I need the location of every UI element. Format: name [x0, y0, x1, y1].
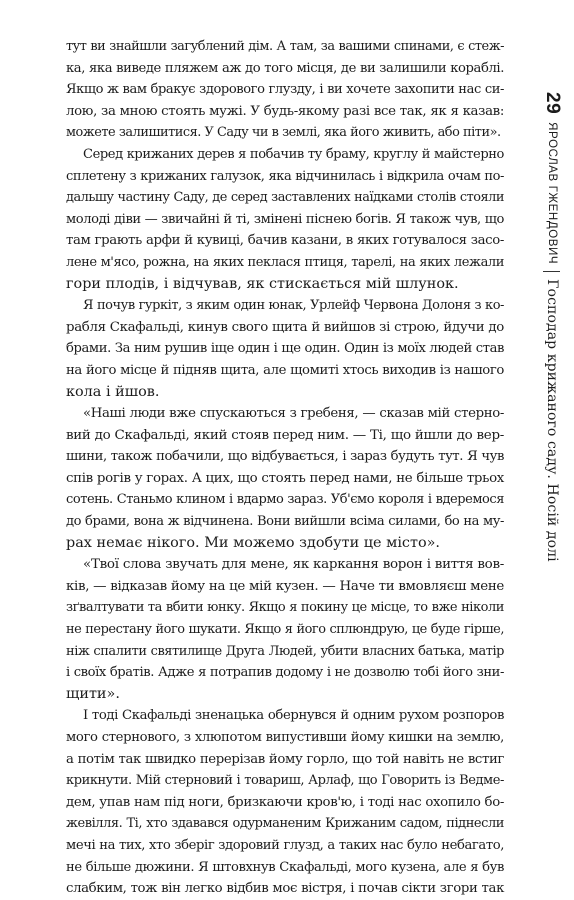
page-number: 29	[542, 92, 563, 115]
text-line: дальшу частину Саду, де серед заставлених наїдками столів стояли	[66, 190, 504, 206]
text-line: жевілля. Ті, хто здавався одурманеним Крижаним садом, піднесли	[66, 816, 504, 832]
text-line: мого стернового, з хлюпотом випустивши йому кишки на землю,	[66, 730, 504, 745]
text-line: брами. За ним рушив іще один і ще один. Один із моїх людей став	[66, 341, 504, 357]
text-line: тут ви знайшли загублений дім. А там, за вашими спинами, є стеж-	[66, 39, 504, 54]
text-line: гори плодів, і відчував, як стискається мій шлунок.	[66, 275, 459, 292]
text-line: а потім так швидко перерізав йому горло, що той навіть не встиг	[66, 751, 504, 767]
text-line: мечі на тих, хто зберіг здоровий глузд, а таких нас було небагато,	[66, 837, 504, 853]
text-line: лене м'ясо, рожна, на яких пеклася птиця, тарелі, на яких лежали	[66, 254, 504, 270]
text-line: І тоді Скафальді зненацька обернувся й одним рухом розпоров	[83, 708, 504, 724]
text-line: можете залишитися. У Саду чи в землі, яка його живить, або піти».	[66, 125, 501, 141]
text-line: лою, за мною стоять мужі. У будь-якому разі все так, як я казав:	[66, 103, 504, 119]
running-header	[540, 92, 564, 752]
text-line: дем, упав нам під ноги, бризкаючи кров'ю, і тоді нас охопило бо-	[66, 794, 504, 810]
text-line: там грають арфи й кувиці, бачив казани, в яких готувалося засо-	[66, 233, 504, 249]
text-line: сплетену з крижаних галузок, яка відчинилась і відкрила очам по-	[66, 168, 504, 184]
text-line: на його місце й підняв щита, але щомиті хтось виходив із нашого	[66, 362, 504, 378]
paragraph	[66, 144, 504, 295]
text-line: до брами, вона ж відчинена. Вони вийшли всіма силами, бо на му-	[66, 514, 504, 530]
author-name: ЯРОСЛАВ ГЖЕНДОВИЧ	[546, 122, 558, 265]
paragraph	[66, 295, 504, 403]
running-header-content	[540, 92, 564, 752]
text-line: ків, — відказав йому на це мій кузен. — Наче ти вмовляєш мене	[66, 578, 504, 594]
text-line: рабля Скафальді, кинув свого щита й вийшов зі строю, йдучи до	[66, 319, 504, 335]
paragraph	[66, 403, 504, 554]
paragraph	[66, 705, 504, 899]
text-line: Якщо ж вам бракує здорового глузду, і ви хочете захопити нас си-	[66, 82, 504, 98]
text-line: ка, яка виведе пляжем аж до того місця, де ви залишили кораблі.	[66, 60, 504, 76]
header-divider	[544, 271, 561, 272]
paragraph	[66, 554, 504, 705]
text-line: спів рогів у горах. А цих, що стоять перед нами, не більше трьох	[66, 470, 504, 486]
text-line: не перестану його шукати. Якщо я його сплюндрую, це буде гірше,	[66, 622, 504, 638]
text-line: крикнути. Мій стерновий і товариш, Арлаф, що Говорить із Ведме-	[66, 773, 504, 789]
text-line: сотень. Станьмо клином і вдармо зараз. Уб'ємо короля і вдеремося	[66, 492, 504, 508]
text-line: вий до Скафальді, який стояв перед ним. — Ті, що йшли до вер-	[66, 427, 504, 443]
text-line: рах немає нікого. Ми можемо здобути це місто».	[66, 534, 440, 551]
text-line: ніж спалити святилище Друга Людей, убити власних батька, матір	[66, 643, 504, 659]
text-line: щити».	[66, 685, 120, 702]
text-line: не більше дюжини. Я штовхнув Скафальді, мого кузена, але я був	[66, 859, 504, 875]
paragraph	[66, 36, 504, 144]
text-line: і своїх братів. Адже я потрапив додому і не дозволю тобі його зни-	[66, 665, 504, 681]
text-line: молоді діви — звичайні й ті, змінені піснею богів. Я також чув, що	[66, 211, 504, 227]
text-line: Я почув гуркіт, з яким один юнак, Урлейф Червона Долоня з ко-	[83, 298, 504, 314]
body-text	[66, 36, 504, 900]
book-title: Господар крижаного саду. Носій долі	[544, 279, 560, 562]
text-line: кола і йшов.	[66, 383, 160, 400]
text-line: «Наші люди вже спускаються з гребеня, — сказав мій стерно-	[83, 406, 504, 422]
text-line: слабким, тож він легко відбив моє вістря, і почав сікти згори так	[66, 881, 504, 897]
text-line: «Твої слова звучать для мене, як каркання ворон і виття вов-	[83, 556, 504, 573]
text-line: зґвалтувати та вбити юнку. Якщо я покину це місце, то вже ніколи	[66, 600, 504, 616]
text-line: шини, також побачили, що відбувається, і зараз будуть тут. Я чув	[66, 449, 504, 465]
text-line: Серед крижаних дерев я побачив ту браму, круглу й майстерно	[83, 146, 504, 162]
